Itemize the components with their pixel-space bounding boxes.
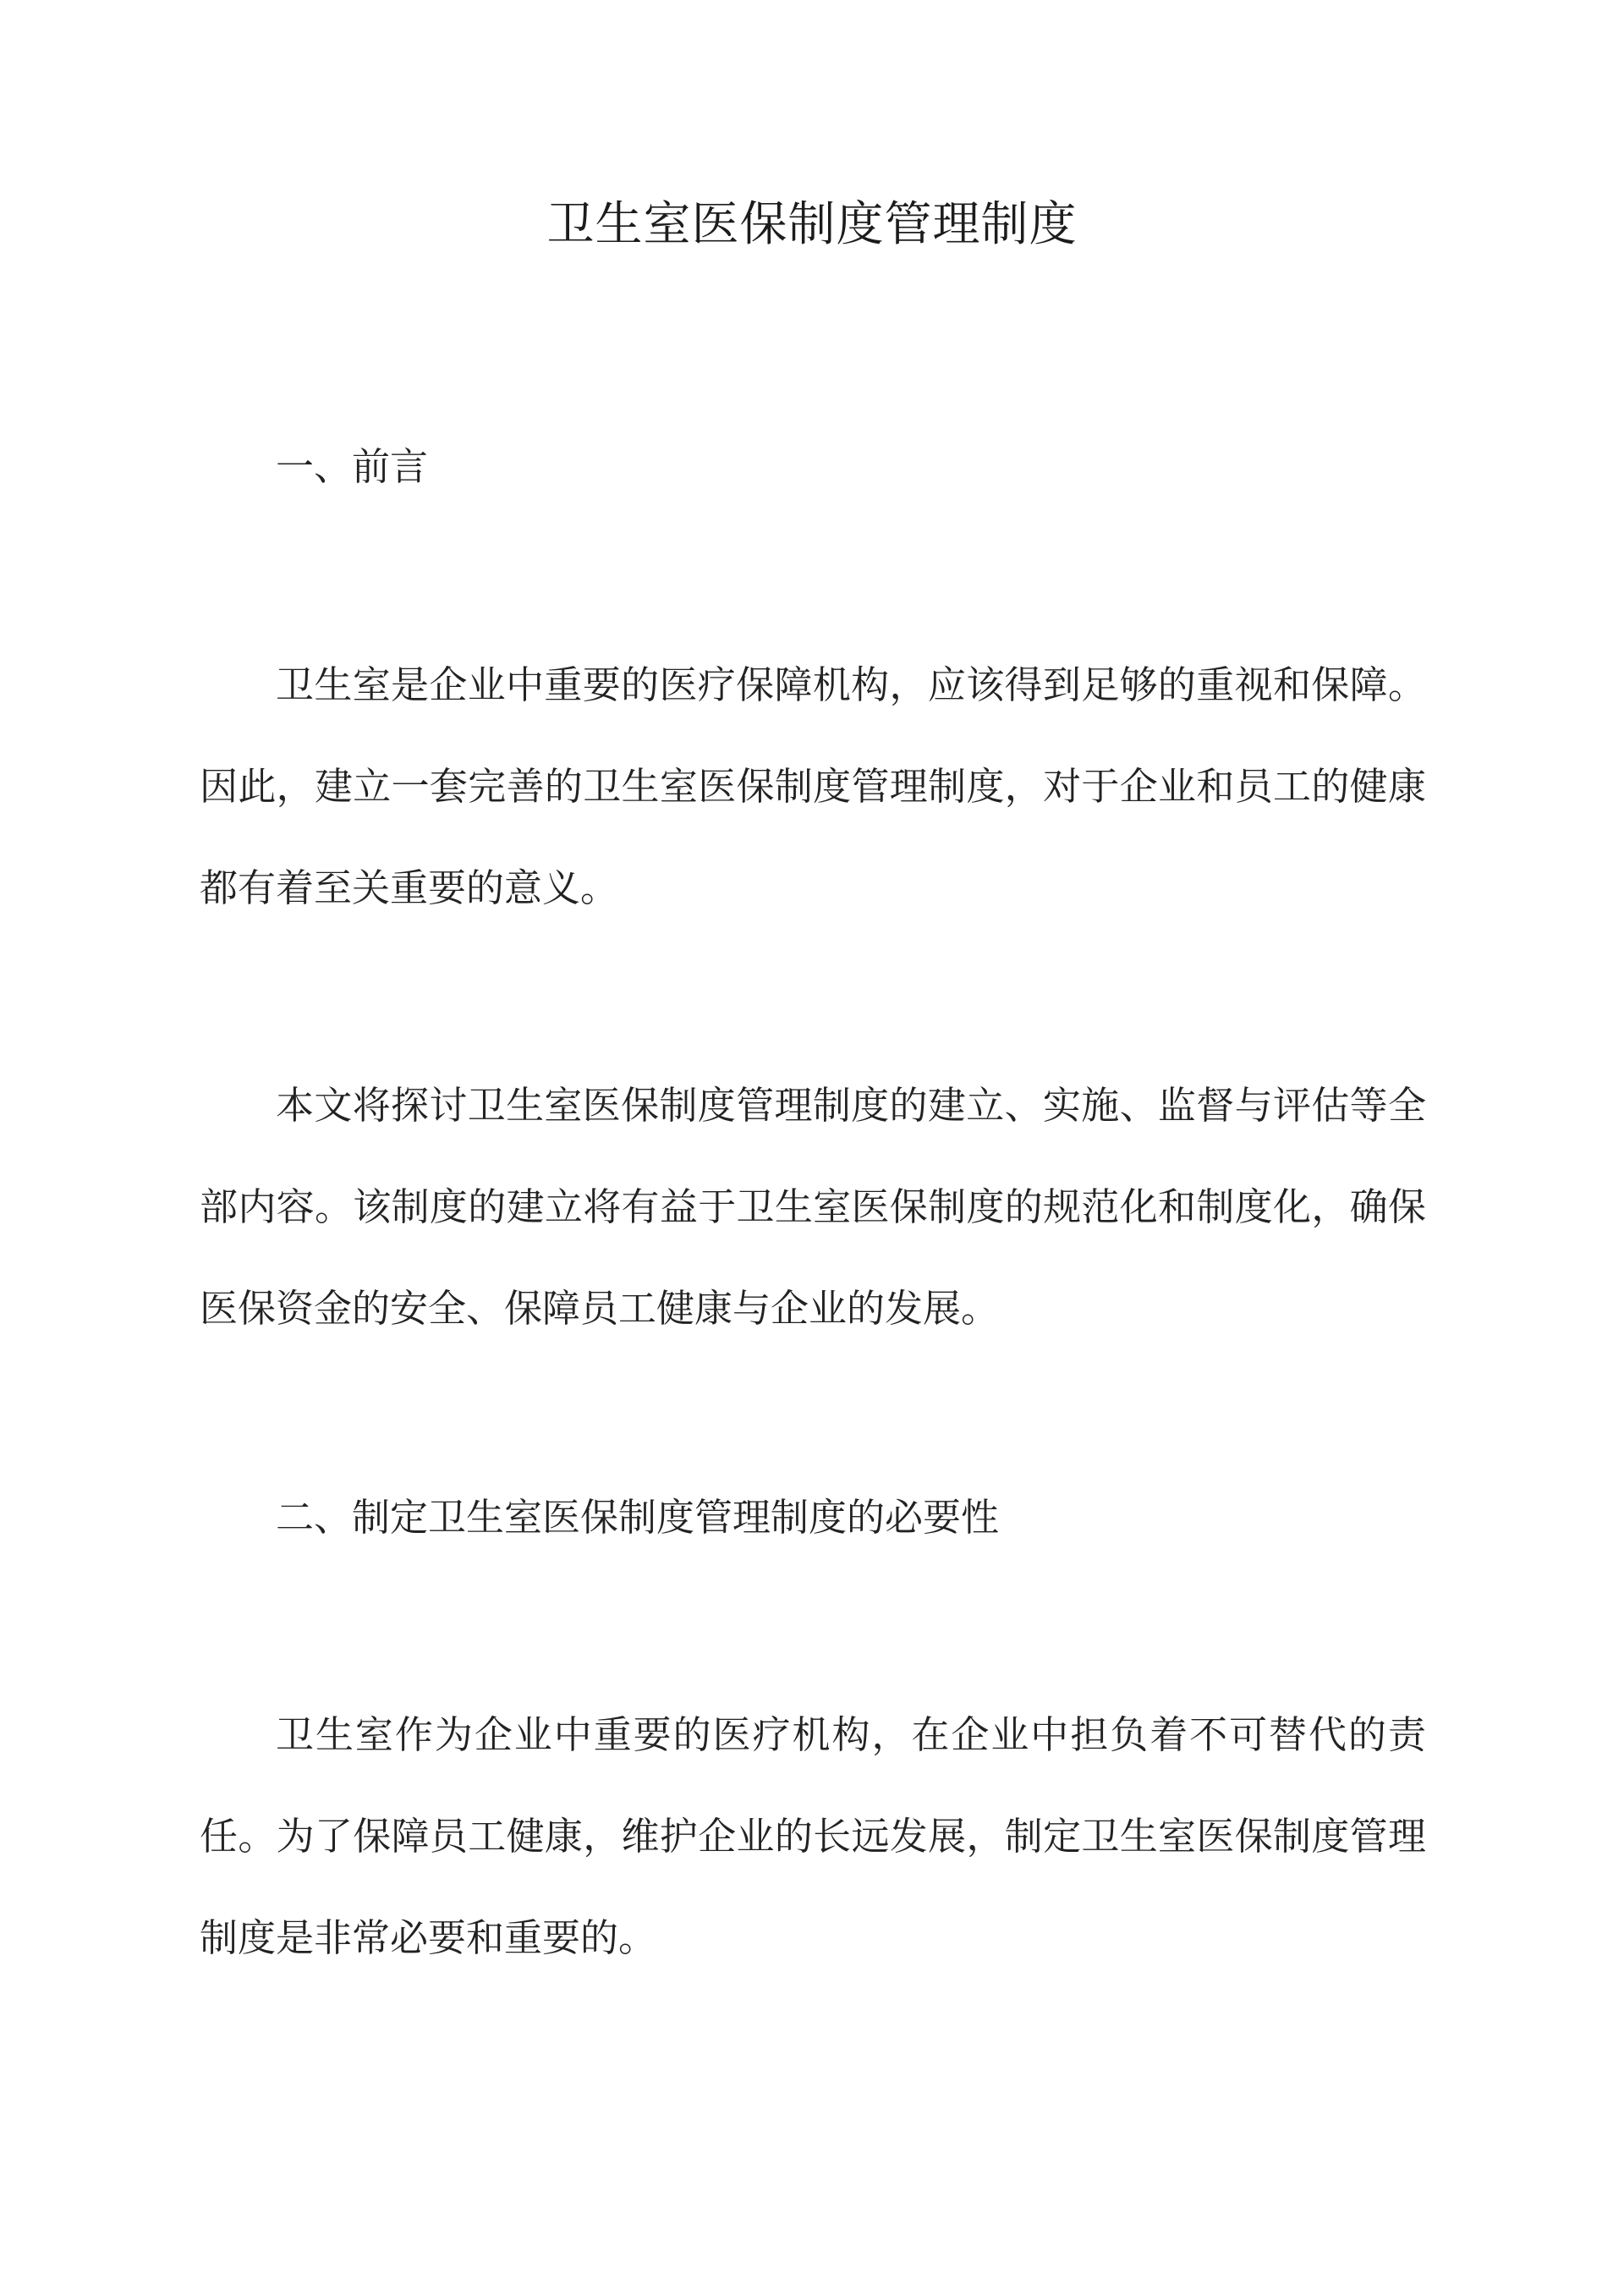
paragraph-preface-2: 本文将探讨卫生室医保制度管理制度的建立、实施、监督与评估等全部内容。该制度的建立将有益于卫生室医保制度的规范化和制度化，确保医保资金的安全、保障员工健康与企业的发展。: [200, 1083, 1426, 1331]
section-heading-necessity: 二、制定卫生室医保制度管理制度的必要性: [276, 1495, 1000, 1540]
document-title: 卫生室医保制度管理制度: [546, 197, 1078, 252]
section-heading-preface: 一、前言: [276, 444, 429, 489]
paragraph-necessity-1: 卫生室作为企业中重要的医疗机构，在企业中担负着不可替代的责任。为了保障员工健康，维护企业的长远发展，制定卫生室医保制度管理制度是非常必要和重要的。: [200, 1712, 1426, 1960]
paragraph-preface-1: 卫生室是企业中重要的医疗保障机构，应该得到足够的重视和保障。因此，建立一套完善的卫生室医保制度管理制度，对于企业和员工的健康都有着至关重要的意义。: [200, 662, 1426, 910]
